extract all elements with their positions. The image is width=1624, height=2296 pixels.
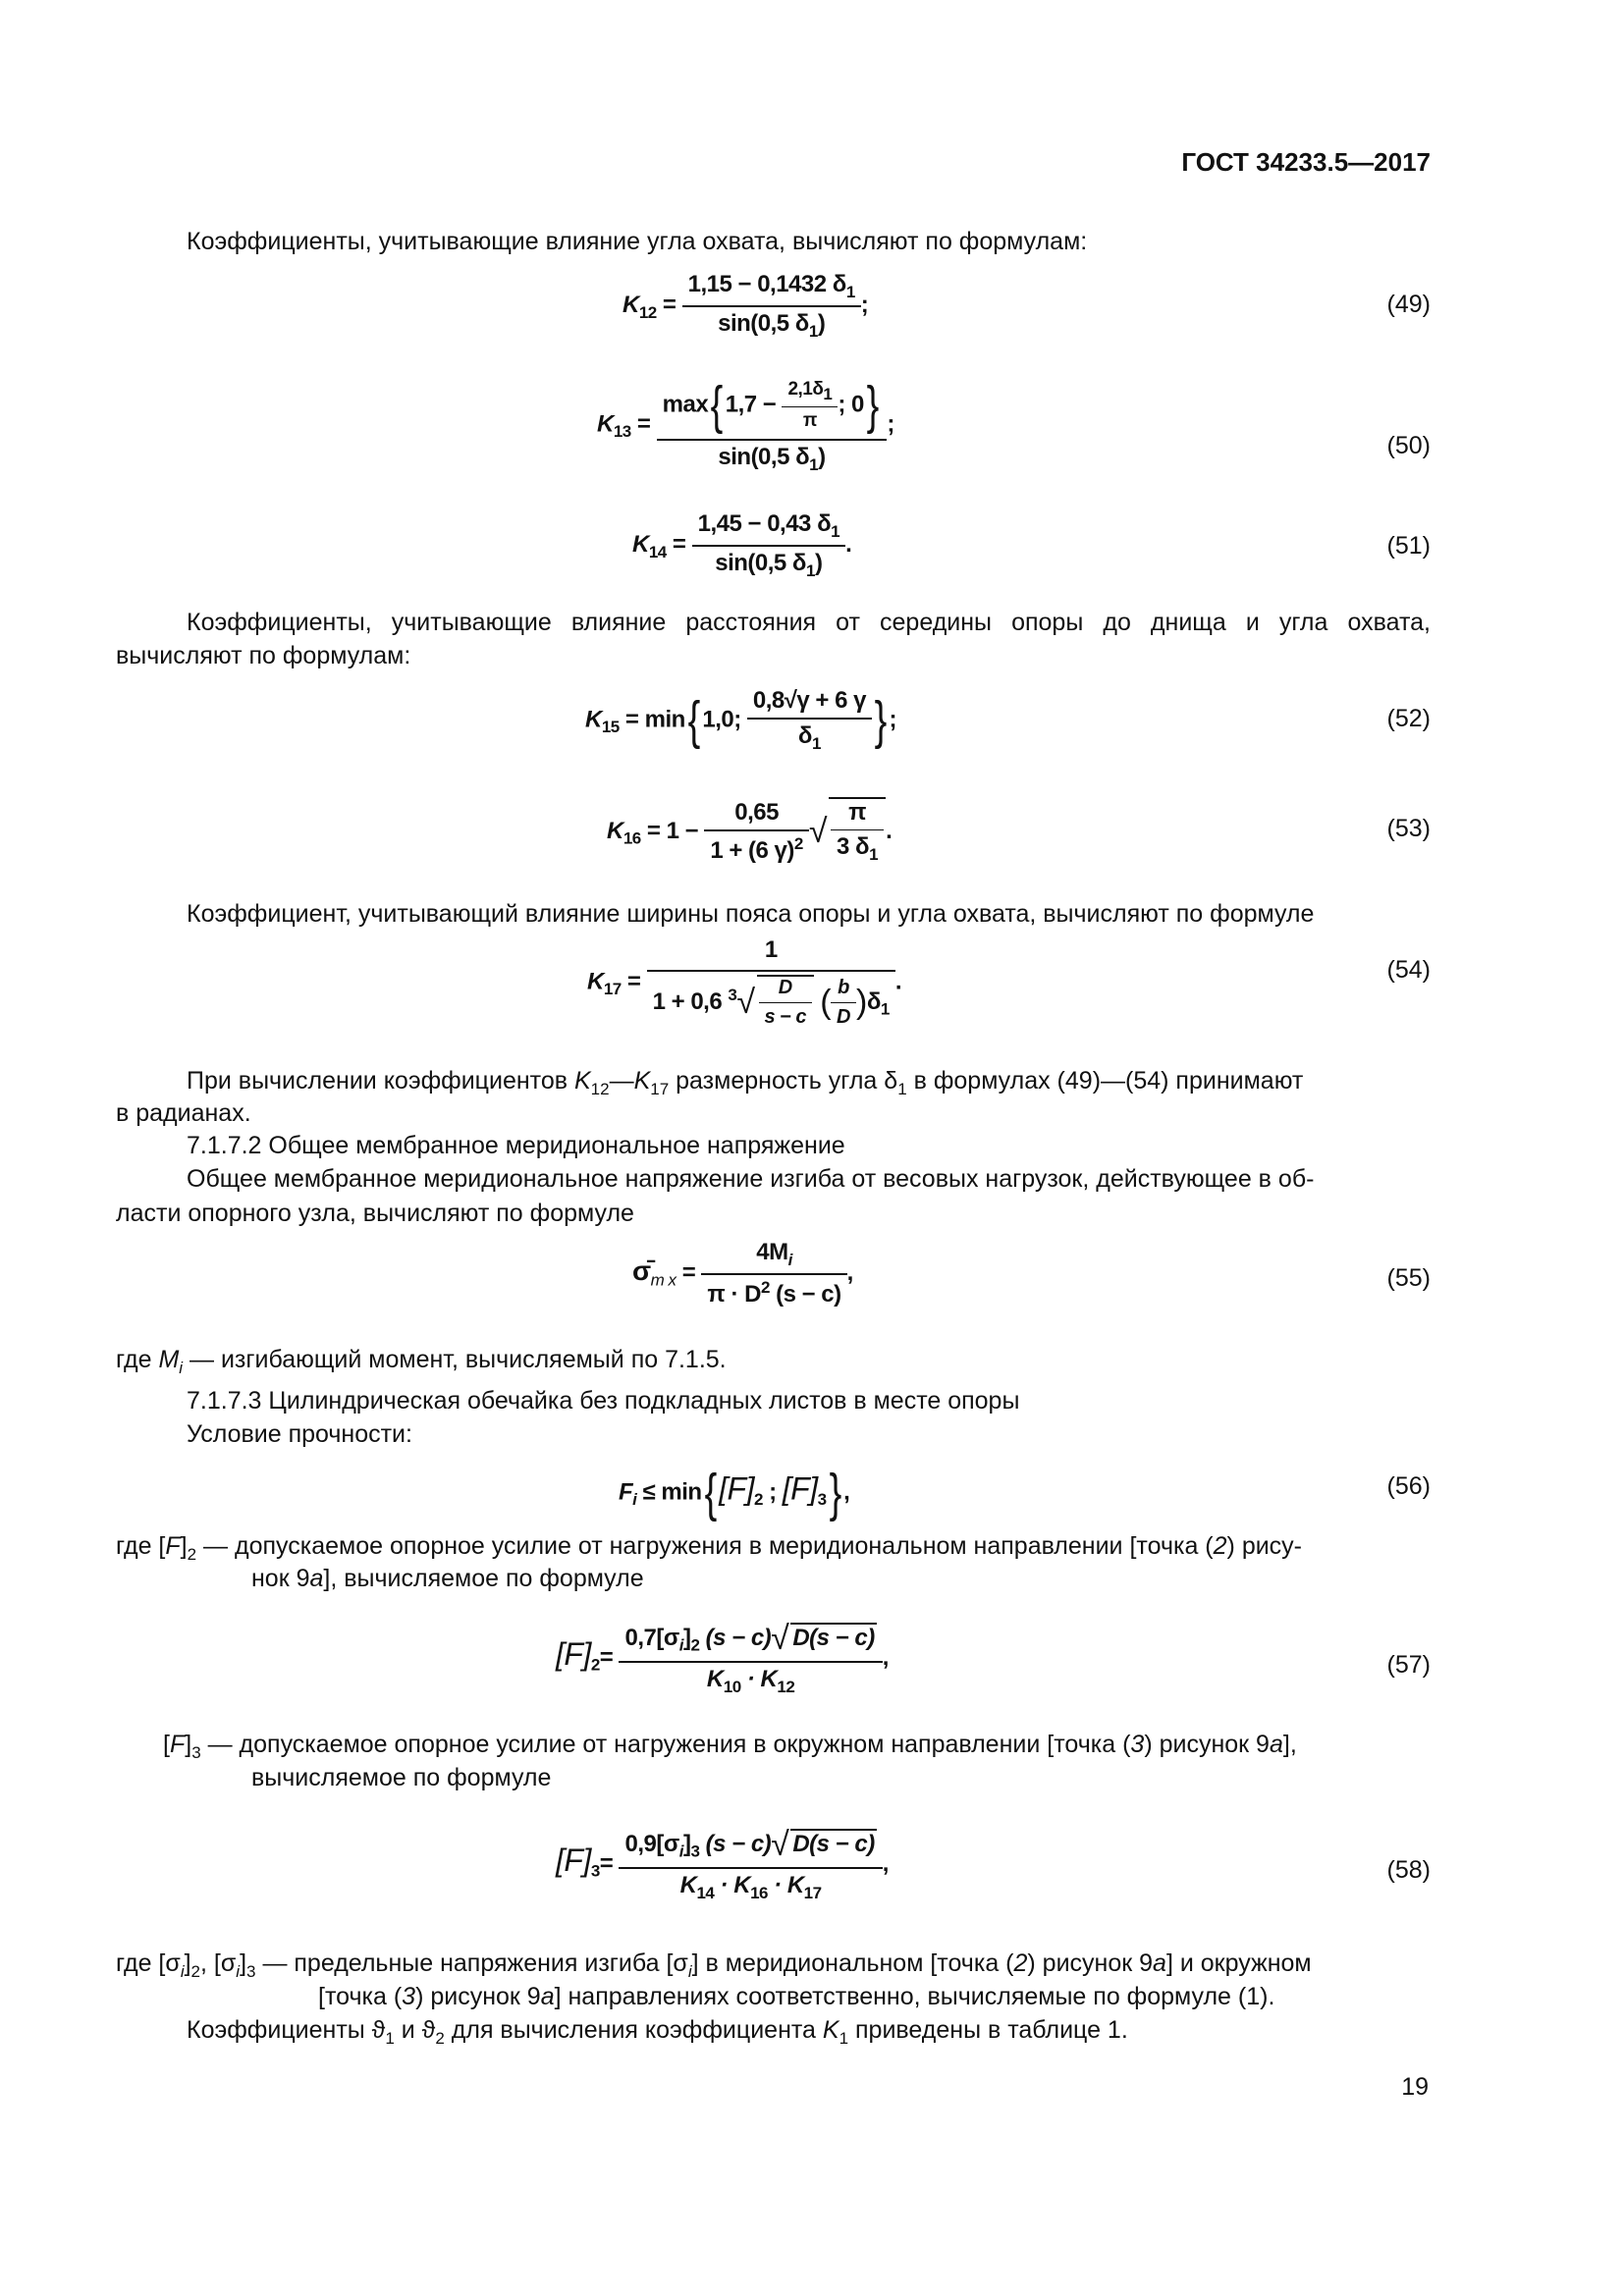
formula-53: $K_{16} = 1$ − $\frac{0,65}{1 + (6 \gamma)^2}$ √ $\frac{\pi}{3 \delta_1}$ . — [607, 798, 893, 864]
paragraph-text: вычисляют по формулам: — [116, 642, 411, 669]
paragraph-text: При вычислении коэффициентов $K_{12}—K_{17}$ размерность угла $\delta_1$ в формулах (49)—(54) принимают — [187, 1067, 1304, 1098]
paragraph-text: нок 9а], вычисляемое по формуле — [251, 1565, 644, 1592]
equation-number: (53) — [1386, 815, 1431, 842]
paragraph-text: $[F]_3$ — допускаемое опорное усилие от нагружения в окружном направлении [точка (3) рисунок 9а], — [163, 1731, 1297, 1762]
section-heading: 7.1.7.3 Цилиндрическая обечайка без подкладных листов в месте опоры — [187, 1387, 1020, 1415]
formula-49: $K_{12}$ = $\frac{1,15 - 0,1432 \delta_1}{\sin(0,5 \delta_1)}$ ; — [623, 271, 869, 341]
formula-56: $F_i \le \min\{[F]_2$ ; $[F]_3$} , — [619, 1464, 850, 1522]
equation-number: (49) — [1386, 291, 1431, 318]
formula-58: $[F]_3=$ $\frac{0,9[\sigma_i]_3 (s - c)√ D(s - c)}{K_{14} \cdot K_{16} \cdot K_{17}}$ , — [556, 1826, 889, 1902]
equation-number: (57) — [1386, 1651, 1431, 1679]
equation-number: (56) — [1386, 1472, 1431, 1500]
paragraph-text: Коэффициент, учитывающий влияние ширины пояса опоры и угла охвата, вычисляют по формуле — [187, 900, 1315, 928]
paragraph-text: в радианах. — [116, 1099, 251, 1127]
paragraph-text: Коэффициенты, учитывающие влияние расстояния от середины опоры до днища и угла охвата, — [187, 609, 1431, 636]
section-heading: 7.1.7.2 Общее мембранное меридиональное напряжение — [187, 1132, 845, 1159]
paragraph-text: где $[F]_2$ — допускаемое опорное усилие от нагружения в меридиональном направлении [точка (2) рису- — [116, 1532, 1303, 1564]
formula-50: $K_{13}$ = max{ 1,7 − $\frac{2,1\delta_1}{\pi}$ ; 0} sin(0,5 $\delta_1$) ; — [597, 376, 894, 474]
paragraph-text: [точка (3) рисунок 9а] направлениях соответственно, вычисляемые по формуле (1). — [318, 1983, 1275, 2010]
formula-51: $K_{14}$ = $\frac{1,45 - 0,43 \delta_1}{\sin(0,5 \delta_1)}$ . — [632, 510, 852, 580]
formula-55: $\sigmā_{m x}$ = $\frac{4M_i}{\pi \cdot D^2 (s - c)}$ , — [632, 1239, 853, 1308]
equation-number: (50) — [1386, 432, 1431, 459]
paragraph-text: где $M_i$ — изгибающий момент, вычисляемый по 7.1.5. — [116, 1346, 727, 1377]
paragraph-text: где $[\sigma_i]_2$, $[\sigma_i]_3$ — предельные напряжения изгиба $[\sigma_i]$ в меридиональном [точка (2) рисунок 9а] и окружном — [116, 1949, 1312, 1981]
formula-54: $K_{17}$ = 1 1 + 0,6 $^3$√ $\frac{D}{s - c}$ ( $\frac{b}{D}$ )$\delta_1$ . — [587, 936, 902, 1028]
equation-number: (58) — [1386, 1856, 1431, 1884]
formula-52: $K_{15} = \min${ 1,0; $\frac{0,8√\gamma + 6 \gamma}{\delta_1}$ } ; — [585, 687, 897, 753]
paragraph-text: вычисляемое по формуле — [251, 1764, 552, 1791]
paragraph-text: Коэффициенты, учитывающие влияние угла охвата, вычисляют по формулам: — [187, 228, 1088, 255]
equation-number: (55) — [1386, 1264, 1431, 1292]
paragraph-text: ласти опорного узла, вычисляют по формуле — [116, 1200, 634, 1227]
paragraph-text: Условие прочности: — [187, 1420, 412, 1448]
page-number: 19 — [1401, 2073, 1429, 2101]
equation-number: (54) — [1386, 956, 1431, 984]
paragraph-text: Коэффициенты $ϑ_1$ и $ϑ_2$ для вычисления коэффициента $K_1$ приведены в таблице 1. — [187, 2016, 1128, 2048]
equation-number: (52) — [1386, 705, 1431, 732]
equation-number: (51) — [1386, 532, 1431, 560]
formula-57: $[F]_2=$ $\frac{0,7[\sigma_i]_2 (s - c)√ D(s - c)}{K_{10} \cdot K_{12}}$ , — [556, 1620, 889, 1696]
document-header: ГОСТ 34233.5—2017 — [1181, 147, 1431, 177]
paragraph-text: Общее мембранное меридиональное напряжение изгиба от весовых нагрузок, действующее в об- — [187, 1165, 1315, 1193]
